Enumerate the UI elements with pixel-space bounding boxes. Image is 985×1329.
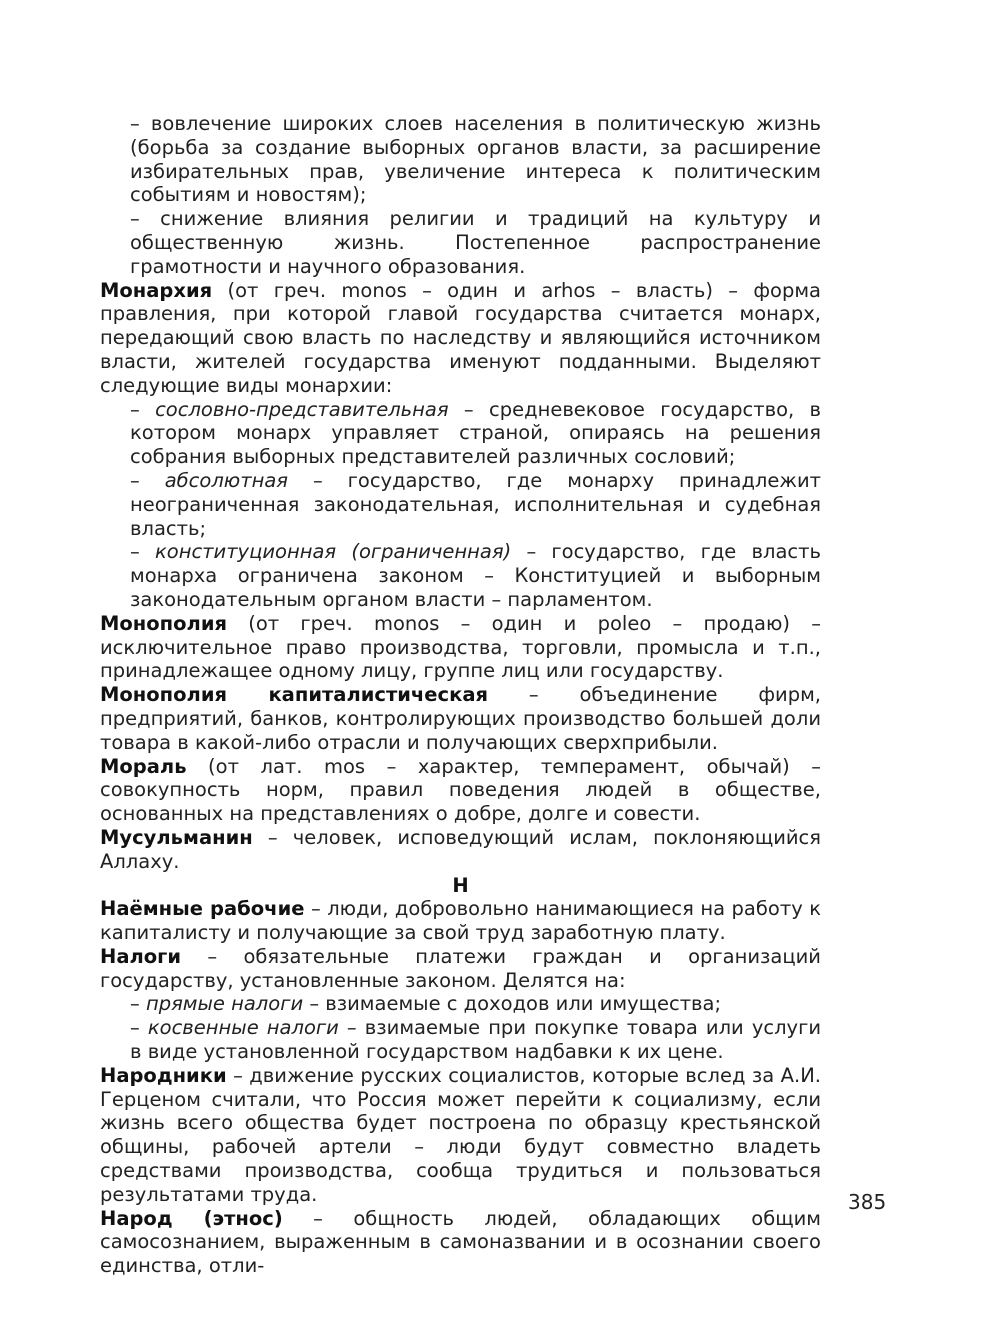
tax-type [100, 992, 821, 1016]
type-text: – взимаемые при покупке товара или услуги в виде установленной государством надбавки к их цене. [130, 1016, 822, 1064]
type-text: – государство, где власть монарха ограничена законом – Конституцией и выборным законодательным органом власти – парламентом. [130, 540, 822, 611]
monarchy-type [100, 469, 821, 540]
type-name: абсолютная [164, 468, 288, 492]
entry-term: Наёмные рабочие [100, 897, 305, 921]
type-name: сословно-представительная [155, 397, 449, 421]
entry-term: Монархия [100, 278, 213, 302]
entry-term: Монополия [100, 611, 228, 635]
entry-monarchy [100, 279, 821, 398]
entry-people [100, 1207, 821, 1278]
intro-item: – вовлечение широких слоев населения в политическую жизнь (борьба за создание выборных органов власти, за расширение избирательных прав, увеличение интереса к политическим событиям и новостям); [130, 112, 821, 207]
intro-item: – снижение влияния религии и традиций на культуру и общественную жизнь. Постепенное распространение грамотности и научного образования. [130, 207, 821, 278]
monarchy-type [100, 540, 821, 611]
type-name: косвенные налоги [147, 1016, 339, 1040]
type-text: – средневековое государство, в котором монарх управляет страной, опираясь на решения собрания выборных представителей различных сословий; [130, 397, 821, 469]
type-text: – государство, где монарху принадлежит неограниченная законодательная, исполнительная и судебная власть; [130, 468, 821, 540]
entry-definition: (от лат. mos – характер, темперамент, обычай) – совокупность норм, правил поведения людей в обществе, основанных на представлениях о добре, долге и совести. [100, 754, 821, 826]
page-number: 385 [848, 1190, 887, 1214]
monarchy-type [100, 398, 821, 469]
entry-definition: (от греч. monos – один и poleo – продаю) – исключительное право производства, торговли, промысла и т.п., принадлежащее одному лицу, группе лиц или государству. [100, 611, 821, 683]
entry-term: Мусульманин [100, 825, 253, 849]
entry-monopoly-capitalist [100, 683, 821, 754]
type-text: – взимаемые с доходов или имущества; [303, 992, 722, 1016]
dash: – [130, 397, 156, 421]
entry-term: Народ (этнос) [100, 1206, 283, 1230]
type-name: конституционная (ограниченная) [154, 540, 512, 564]
entry-hired-workers [100, 897, 821, 945]
entry-definition: – движение русских социалистов, которые вслед за А.И. Герценом считали, что Россия может перейти к социализму, если жизнь всего общества будет построена по образцу крестьянской общины, рабочей артели – люди будут совместно владеть средствами производства, сообща трудиться и пользоваться результатами труда. [100, 1063, 821, 1206]
entry-monopoly [100, 612, 821, 683]
dash: – [130, 1016, 148, 1040]
dash: – [130, 992, 146, 1016]
entry-definition: – люди, добровольно нанимающиеся на работу к капиталисту и получающие за свой труд заработную плату. [100, 897, 822, 945]
entry-muslim [100, 826, 821, 874]
dash: – [130, 540, 155, 564]
entry-term: Монополия капиталистическая [100, 683, 488, 707]
entry-term: Народники [100, 1063, 227, 1087]
entry-definition: – объединение фирм, предприятий, банков, контролирующих производство большей доли товара в какой-либо отрасли и получающих сверхприбыли. [100, 683, 821, 754]
section-letter: Н [452, 873, 469, 897]
entry-morality [100, 755, 821, 826]
type-name: прямые налоги [145, 992, 304, 1016]
entry-term: Мораль [100, 754, 187, 778]
entry-definition: – обязательные платежи граждан и организаций государству, установленные законом. Делятся на: [100, 944, 821, 992]
entry-taxes [100, 945, 821, 993]
entry-definition: (от греч. monos – один и arhos – власть) – форма правления, при которой главой государства считается монарх, передающий свою власть по наследству и являющийся источником власти, жителей государства именуют подданными. Выделяют следующие виды монархии: [100, 278, 821, 397]
entry-definition: – человек, исповедующий ислам, поклоняющийся Аллаху. [100, 825, 821, 873]
dash: – [130, 468, 165, 492]
page-content [100, 112, 821, 1278]
entry-narodniki [100, 1064, 821, 1207]
tax-type [100, 1016, 821, 1064]
entry-definition: – общность людей, обладающих общим самосознанием, выраженным в самоназвании и в осознании своего единства, отли- [100, 1206, 821, 1278]
entry-term: Налоги [100, 944, 182, 968]
